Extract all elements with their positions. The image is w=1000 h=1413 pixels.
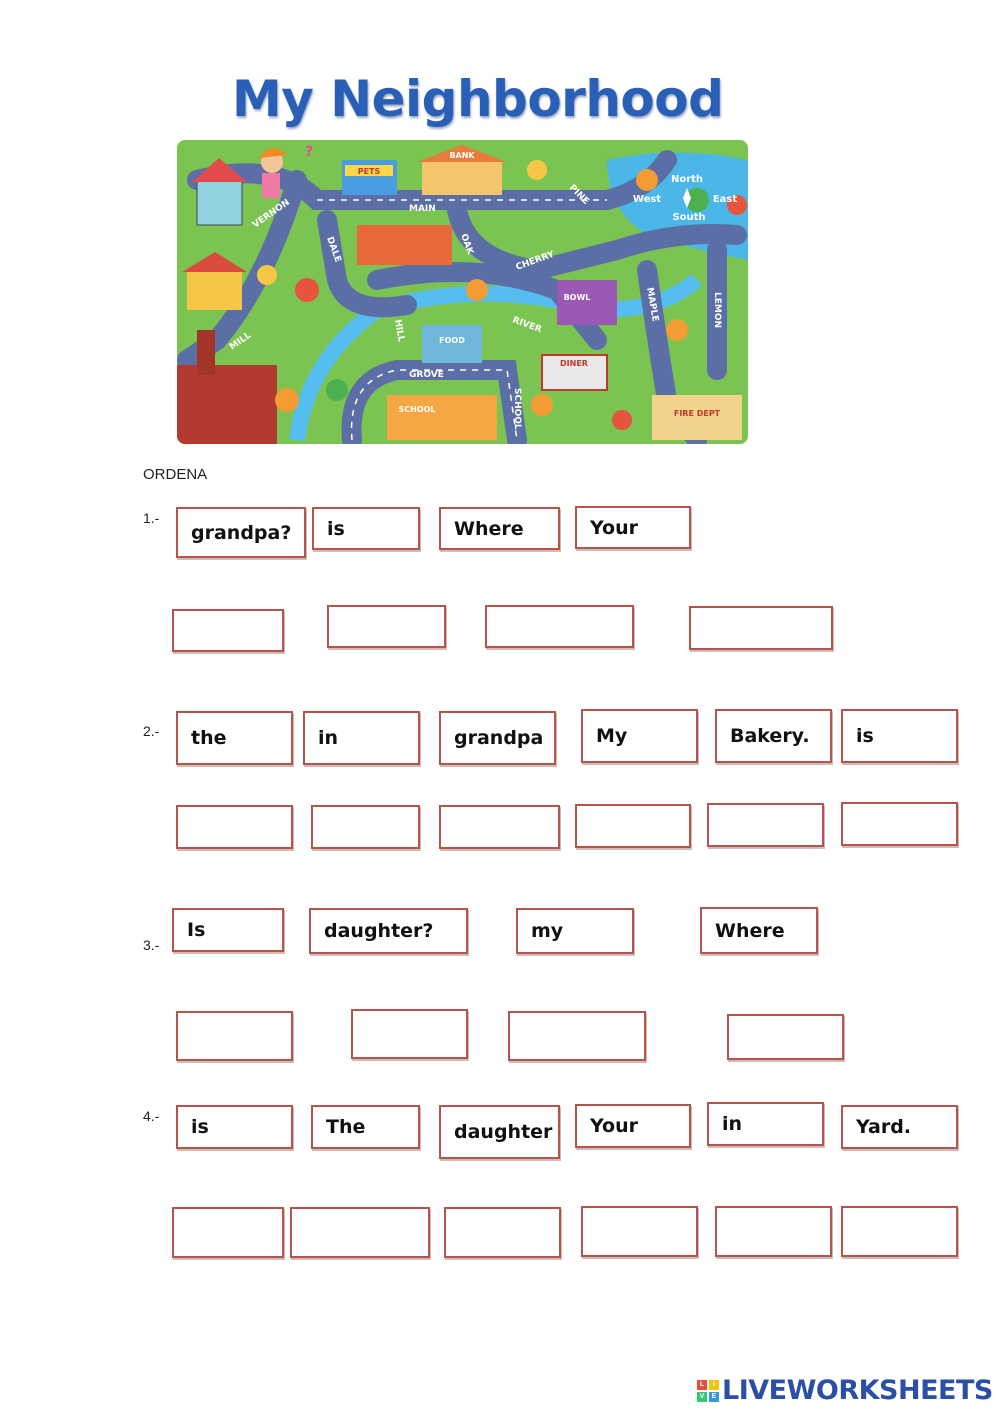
answer-slot[interactable]	[707, 803, 824, 847]
answer-slot[interactable]	[172, 609, 284, 652]
sign-school: SCHOOL	[398, 405, 436, 414]
word-tile[interactable]: is	[176, 1105, 293, 1149]
answer-slot[interactable]	[439, 805, 560, 849]
answer-slot[interactable]	[485, 605, 634, 648]
street-label-school: SCHOOL	[512, 388, 522, 430]
word-tile[interactable]: The	[311, 1105, 420, 1149]
word-tile[interactable]: the	[176, 711, 293, 765]
answer-slot[interactable]	[727, 1014, 844, 1060]
word-tile[interactable]: Your	[575, 506, 691, 549]
answer-slot[interactable]	[176, 805, 293, 849]
instruction-label: ORDENA	[143, 466, 208, 483]
neighborhood-map-image	[177, 140, 748, 444]
word-tile[interactable]: Where	[439, 507, 560, 550]
street-label-hill: HILL	[392, 318, 406, 343]
word-tile[interactable]: Is	[172, 908, 284, 952]
word-tile[interactable]: Bakery.	[715, 709, 832, 763]
answer-slot[interactable]	[176, 1011, 293, 1061]
page-title: My Neighborhood	[232, 70, 724, 128]
sign-diner: DINER	[560, 359, 588, 368]
compass-south: South	[672, 212, 706, 223]
compass-west: West	[632, 194, 662, 205]
word-tile[interactable]: grandpa?	[176, 507, 306, 558]
answer-slot[interactable]	[689, 606, 833, 650]
street-label-vernon: VERNON	[250, 197, 292, 231]
word-tile[interactable]: in	[707, 1102, 824, 1146]
answer-slot[interactable]	[290, 1207, 430, 1258]
answer-slot[interactable]	[581, 1206, 698, 1257]
liveworksheets-logo-icon: L I V E	[697, 1380, 719, 1402]
street-label-river: RIVER	[510, 315, 543, 336]
word-tile[interactable]: grandpa	[439, 711, 556, 765]
sign-fire-dept: FIRE DEPT	[673, 409, 721, 418]
answer-slot[interactable]	[172, 1207, 284, 1258]
street-label-grove: GROVE	[409, 370, 444, 380]
word-tile[interactable]: my	[516, 908, 634, 954]
sign-bowl: BOWL	[563, 293, 591, 302]
street-label-lemon: LEMON	[712, 292, 722, 329]
word-tile[interactable]: daughter	[439, 1105, 560, 1159]
compass-north: North	[670, 174, 704, 185]
street-label-oak: OAK	[458, 232, 475, 257]
word-tile[interactable]: in	[303, 711, 420, 765]
answer-slot[interactable]	[351, 1009, 468, 1059]
street-label-pine: PINE	[566, 183, 591, 207]
word-tile[interactable]: My	[581, 709, 698, 763]
liveworksheets-brand	[697, 1375, 993, 1406]
answer-slot[interactable]	[575, 804, 691, 848]
answer-slot[interactable]	[841, 802, 958, 846]
word-tile[interactable]: Yard.	[841, 1105, 958, 1149]
word-tile[interactable]: Where	[700, 907, 818, 954]
sign-bank: BANK	[449, 151, 475, 160]
compass-east: East	[712, 194, 738, 205]
svg-text:?: ?	[305, 144, 314, 160]
brand-name: LIVEWORKSHEETS	[722, 1375, 993, 1406]
exercise-1-number: 1.-	[143, 510, 160, 526]
answer-slot[interactable]	[841, 1206, 958, 1257]
exercise-4-number: 4.-	[143, 1108, 160, 1124]
exercise-3-number: 3.-	[143, 937, 160, 953]
answer-slot[interactable]	[327, 605, 446, 648]
word-tile[interactable]: is	[841, 709, 958, 763]
exercise-2-number: 2.-	[143, 723, 160, 739]
street-label-dale: DALE	[324, 235, 343, 264]
street-label-maple: MAPLE	[644, 286, 660, 323]
sign-food: FOOD	[439, 336, 465, 345]
answer-slot[interactable]	[444, 1207, 561, 1258]
word-tile[interactable]: daughter?	[309, 908, 468, 954]
sign-pets: PETS	[357, 167, 381, 176]
street-label-cherry: CHERRY	[514, 249, 556, 273]
answer-slot[interactable]	[715, 1206, 832, 1257]
street-label-main: MAIN	[409, 204, 436, 214]
word-tile[interactable]: is	[312, 507, 420, 550]
word-tile[interactable]: Your	[575, 1104, 691, 1148]
answer-slot[interactable]	[311, 805, 420, 849]
street-label-mill: MILL	[227, 330, 254, 353]
answer-slot[interactable]	[508, 1011, 646, 1061]
